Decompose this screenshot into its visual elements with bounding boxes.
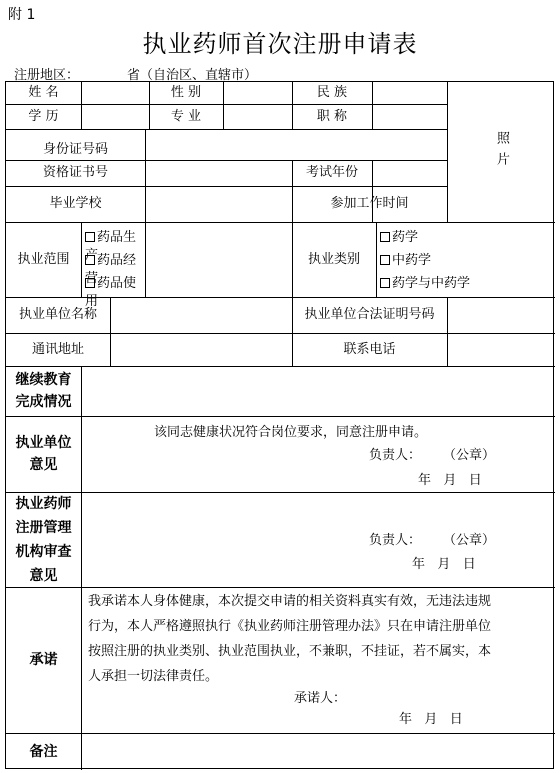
label-category: 执业类别: [307, 251, 360, 267]
label-id-number: 身份证号码: [42, 141, 108, 157]
category-option[interactable]: 中药学: [380, 252, 550, 275]
major-input[interactable]: [223, 104, 292, 129]
scope-option[interactable]: 药品经营: [85, 253, 137, 286]
school-input[interactable]: [145, 186, 292, 222]
label-major: 专 业: [170, 108, 202, 124]
promisor-label: 承诺人：: [294, 691, 347, 706]
education-input[interactable]: [81, 104, 149, 129]
scope-options: [85, 229, 145, 309]
label-school: 毕业学校: [49, 196, 102, 211]
label-registry-opinion: 执业药师 注册管理 机构审查 意见: [15, 495, 72, 584]
label-education: 学 历: [28, 108, 59, 124]
checkbox-icon[interactable]: [85, 255, 95, 265]
scope-option[interactable]: 药品使用: [85, 276, 137, 309]
exam-year-input[interactable]: [372, 160, 447, 186]
category-option[interactable]: 药学: [380, 229, 550, 252]
scope-option[interactable]: 药品生产: [85, 230, 137, 263]
unit-name-input[interactable]: [110, 297, 292, 333]
commitment-date: 年 月 日: [399, 712, 463, 727]
label-remarks: 备注: [29, 743, 58, 760]
unit-seal-label: （公章）: [443, 448, 496, 463]
checkbox-icon[interactable]: [380, 278, 390, 288]
remarks-input[interactable]: [81, 733, 555, 770]
label-commitment: 承诺: [29, 652, 58, 668]
ethnicity-input[interactable]: [372, 82, 447, 104]
region-label: 注册地区：: [14, 68, 80, 83]
checkbox-icon[interactable]: [85, 278, 95, 288]
unit-date: 年 月 日: [418, 473, 482, 488]
label-exam-year: 考试年份: [305, 165, 358, 180]
checkbox-icon[interactable]: [380, 255, 390, 265]
category-options: [380, 229, 550, 295]
checkbox-icon[interactable]: [85, 232, 95, 242]
photo-label: 照片: [494, 131, 509, 173]
cert-number-input[interactable]: [145, 160, 292, 186]
form-title: 执业药师首次注册申请表: [142, 30, 418, 58]
label-work-start: 参加工作时间: [330, 196, 409, 211]
phone-input[interactable]: [447, 333, 555, 366]
unit-statement: 该同志健康状况符合岗位要求，同意注册申请。: [154, 425, 428, 440]
registry-seal-label: （公章）: [443, 533, 496, 548]
label-unit-opinion: 执业单位 意见: [15, 435, 72, 473]
unit-responsible-label: 负责人：: [369, 448, 422, 463]
label-scope: 执业范围: [17, 251, 70, 267]
registry-responsible-label: 负责人：: [369, 533, 422, 548]
label-phone: 联系电话: [343, 341, 396, 357]
category-option[interactable]: 药学与中药学: [380, 275, 550, 298]
unit-license-input[interactable]: [447, 297, 555, 333]
label-name: 姓 名: [28, 85, 59, 100]
annex-label: 附 1: [8, 7, 36, 23]
title-input[interactable]: [372, 104, 447, 129]
label-address: 通讯地址: [31, 341, 84, 357]
label-cert-number: 资格证书号: [42, 165, 108, 180]
label-ethnicity: 民 族: [316, 85, 348, 100]
continuing-education-input[interactable]: [81, 366, 555, 416]
registry-date: 年 月 日: [412, 557, 476, 572]
name-input[interactable]: [81, 82, 149, 104]
label-title: 职 称: [316, 108, 348, 124]
region-province: 省（自治区、直辖市）: [127, 68, 258, 83]
photo-box[interactable]: [447, 82, 555, 222]
address-input[interactable]: [110, 333, 292, 366]
checkbox-icon[interactable]: [380, 232, 390, 242]
label-gender: 性 别: [170, 85, 202, 100]
commitment-text: 我承诺本人身体健康，本次提交申请的相关资料真实有效，无违法违规行为，本人严格遵照执行《执业药师注册管理办法》只在申请注册单位按照注册的执业类别、执业范围执业，不兼职，不挂证，若不属实，本人承担一切法律责任。: [88, 594, 492, 684]
label-continuing-education: 继续教育 完成情况: [15, 372, 72, 410]
registration-form: [5, 81, 554, 769]
label-unit-name: 执业单位名称: [18, 307, 97, 322]
gender-input[interactable]: [223, 82, 292, 104]
label-unit-license: 执业单位合法证明号码: [304, 307, 435, 322]
id-number-input[interactable]: [145, 129, 447, 160]
